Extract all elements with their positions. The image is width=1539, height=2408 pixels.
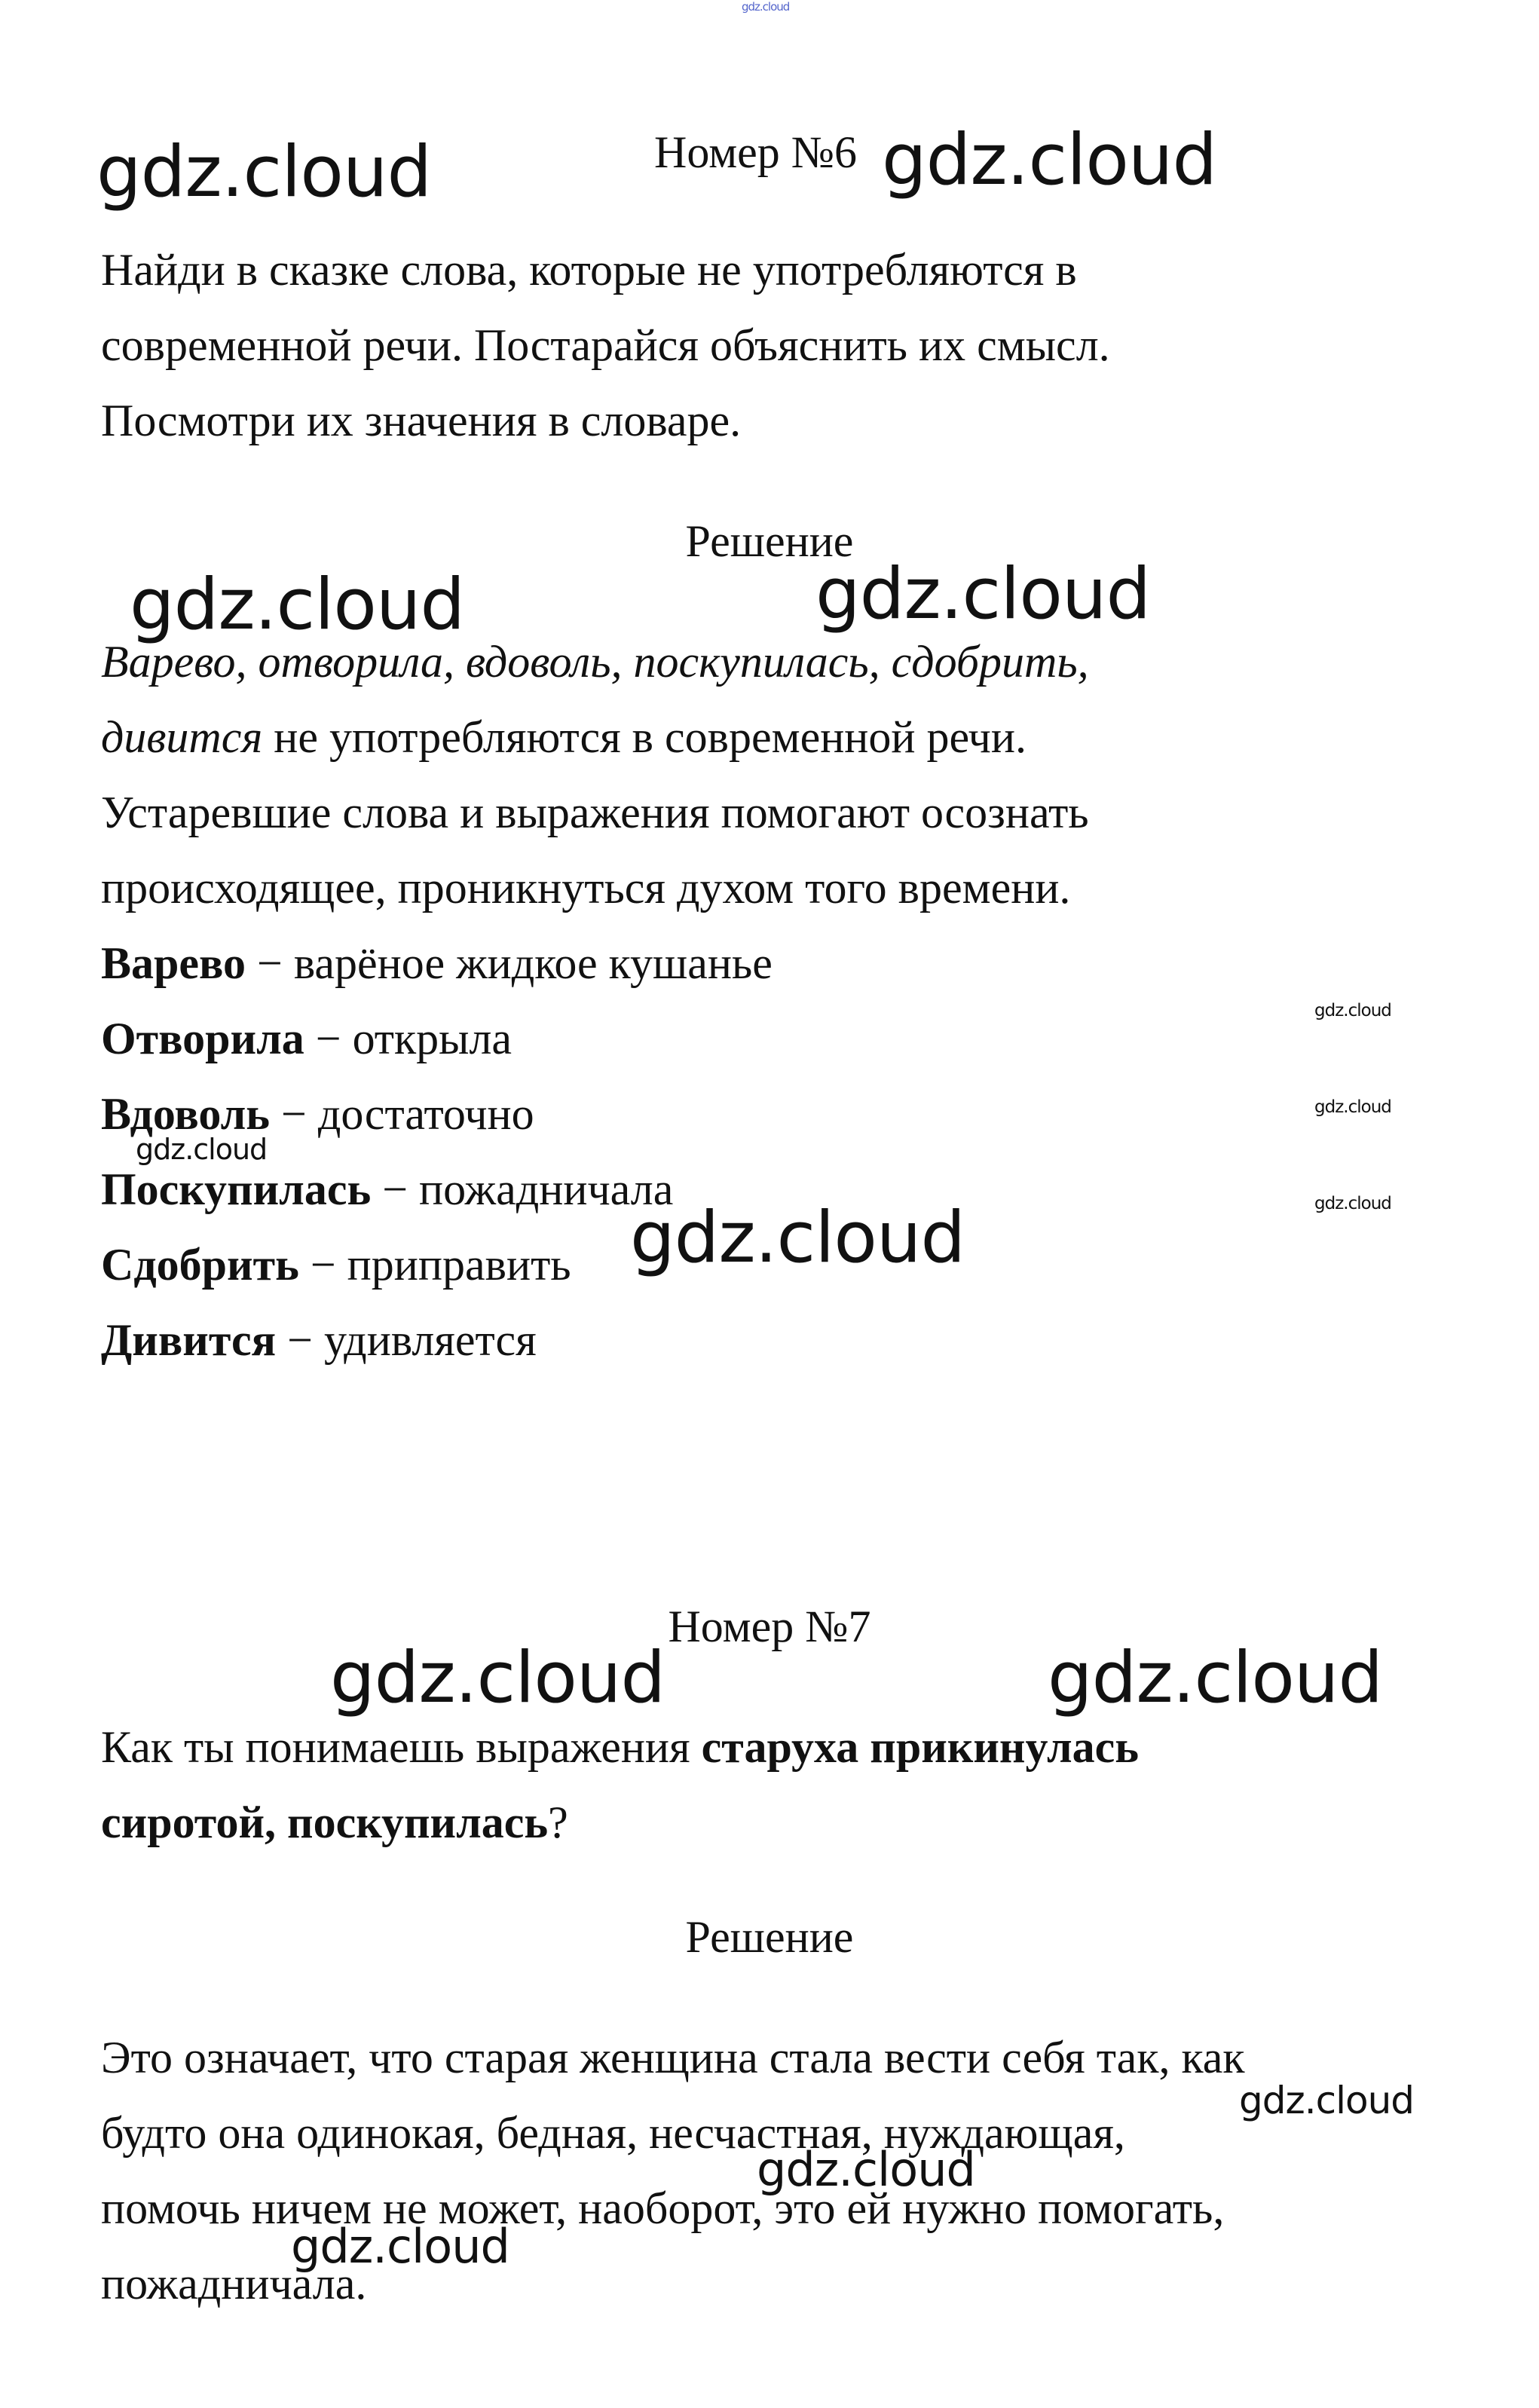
watermark: gdz.cloud <box>136 1133 268 1166</box>
question-bold-text: старуха прикинулась <box>701 1722 1140 1772</box>
task7-question <box>101 1709 1139 1860</box>
watermark: gdz.cloud <box>291 2219 509 2274</box>
definition-item <box>101 1302 773 1378</box>
task6-question-line: Посмотри их значения в словаре. <box>101 396 742 445</box>
definition-item <box>101 1001 773 1076</box>
task7-question-line <box>101 1785 1139 1860</box>
definition-term: Варево <box>101 938 246 988</box>
definition-meaning: − пожадничала <box>371 1164 674 1214</box>
task6-answer-line: Устаревшие слова и выражения помогают осознать <box>101 788 1089 837</box>
definition-meaning: − достаточно <box>269 1089 534 1139</box>
task6-question <box>101 232 1110 458</box>
task7-answer-line: помочь ничем не может, наоборот, это ей нужно помогать, <box>101 2183 1225 2233</box>
definition-term: Дивится <box>101 1315 277 1365</box>
task6-solution-heading: Решение <box>685 516 854 566</box>
question-bold-text: сиротой, поскупилась <box>101 1798 549 1847</box>
task6-heading: Номер №6 <box>654 127 858 177</box>
task6-answer <box>101 624 1089 926</box>
definition-item <box>101 926 773 1001</box>
task6-answer-line: происходящее, проникнуться духом того времени. <box>101 863 1071 913</box>
watermark: gdz.cloud <box>882 119 1217 201</box>
definition-term: Поскупилась <box>101 1164 372 1214</box>
answer-text: не употребляются в современной речи. <box>262 712 1027 762</box>
watermark: gdz.cloud <box>1314 1001 1391 1020</box>
watermark: gdz.cloud <box>1239 2079 1415 2122</box>
definition-term: Отворила <box>101 1014 304 1063</box>
definition-term: Вдоволь <box>101 1089 270 1139</box>
task6-answer-line: Варево, отворила, вдоволь, поскупилась, сдобрить, <box>101 637 1089 687</box>
task6-question-line: современной речи. Постарайся объяснить их смысл. <box>101 320 1110 370</box>
watermark-top: gdz.cloud <box>742 0 790 14</box>
definition-meaning: − удивляется <box>276 1315 537 1365</box>
watermark: gdz.cloud <box>1314 1194 1391 1213</box>
watermark: gdz.cloud <box>815 553 1151 635</box>
task7-solution-heading: Решение <box>685 1912 854 1962</box>
task7-answer-line: Это означает, что старая женщина стала вести себя так, как <box>101 2033 1245 2082</box>
task6-question-line: Найди в сказке слова, которые не употребляются в <box>101 245 1077 295</box>
watermark: gdz.cloud <box>1314 1097 1391 1117</box>
question-end: ? <box>548 1798 568 1847</box>
watermark: gdz.cloud <box>1048 1637 1383 1719</box>
definition-term: Сдобрить <box>101 1240 299 1290</box>
watermark: gdz.cloud <box>330 1637 665 1719</box>
task7-heading: Номер №7 <box>668 1602 871 1651</box>
task7-answer-line: будто она одинокая, бедная, несчастная, нуждающая, <box>101 2108 1125 2158</box>
watermark: gdz.cloud <box>630 1197 965 1279</box>
task7-question-line <box>101 1709 1139 1785</box>
definition-meaning: − открыла <box>304 1014 512 1063</box>
watermark: gdz.cloud <box>757 2142 975 2197</box>
definition-meaning: − варёное жидкое кушанье <box>246 938 773 988</box>
watermark: gdz.cloud <box>96 131 432 213</box>
definition-meaning: − приправить <box>298 1240 571 1290</box>
answer-italic-word: дивится <box>101 712 263 762</box>
watermark: gdz.cloud <box>130 564 465 646</box>
task7-answer-line: пожадничала. <box>101 2259 367 2309</box>
question-text: Как ты понимаешь выражения <box>101 1722 702 1772</box>
task6-answer-line <box>101 699 1089 775</box>
task7-answer <box>101 2020 1245 2321</box>
